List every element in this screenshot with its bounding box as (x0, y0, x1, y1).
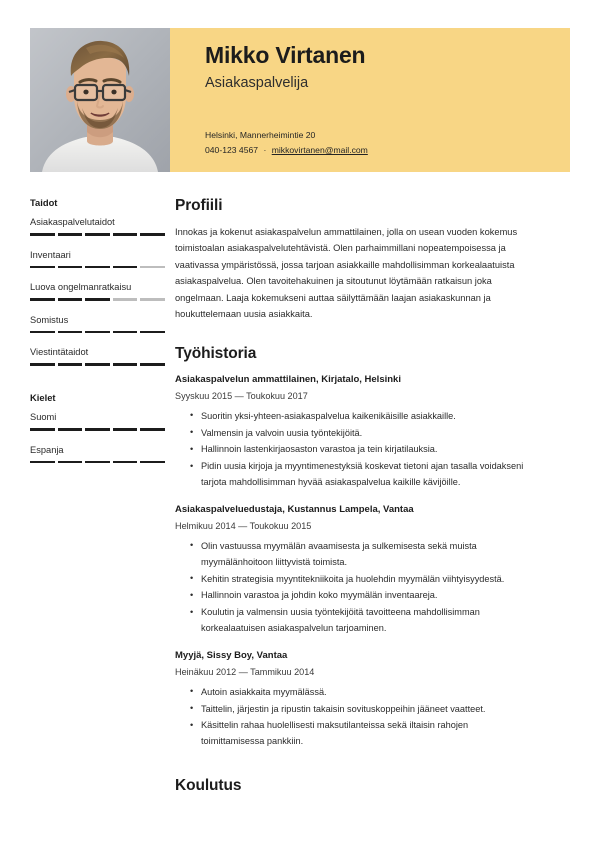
section-title-education: Koulutus (175, 777, 242, 795)
skill-item (30, 250, 175, 269)
rating-segment (30, 298, 55, 301)
rating-segment (140, 266, 165, 269)
skill-item (30, 347, 175, 366)
list-item: • Kehitin strategisia myyntitekniikoita ja huolehdin myymälän viihtyisyydestä. (201, 572, 531, 588)
language-item (30, 445, 175, 464)
rating-segment (30, 363, 55, 366)
rating-segment (140, 428, 165, 431)
list-item: • Taittelin, järjestin ja ripustin takaisin sovituskoppeihin jääneet vaatteet. (201, 702, 531, 718)
profile-photo (30, 28, 170, 172)
skill-rating-bar (30, 331, 165, 334)
page-title: Mikko Virtanen (205, 42, 366, 68)
work-entry-heading: Asiakaspalveluedustaja, Kustannus Lampela, Vantaa (175, 503, 414, 515)
work-entry-duties (175, 685, 570, 750)
rating-segment (113, 461, 138, 464)
rating-segment (85, 233, 110, 236)
work-entry (175, 504, 570, 637)
skill-label: Somistus (30, 314, 69, 325)
header-identity (205, 42, 555, 91)
skill-item (30, 282, 175, 301)
rating-segment (58, 461, 83, 464)
skill-label: Asiakaspalvelutaidot (30, 217, 115, 227)
contact-address: Helsinki, Mannerheimintie 20 (205, 130, 316, 140)
section-title-work-history: Työhistoria (175, 344, 257, 362)
rating-segment (140, 233, 165, 236)
rating-segment (140, 298, 165, 301)
main-content (175, 197, 600, 795)
rating-segment (85, 331, 110, 334)
languages-heading: Kielet (30, 391, 56, 403)
rating-segment (58, 233, 83, 236)
rating-segment (113, 233, 138, 236)
skill-item (30, 217, 175, 236)
language-item (30, 412, 175, 431)
list-item: • Olin vastuussa myymälän avaamisesta ja sulkemisesta sekä muista myymälänhoitoon liittyvistä toimista. (201, 539, 531, 571)
rating-segment (113, 331, 138, 334)
rating-segment (113, 266, 138, 269)
skill-label: Luova ongelmanratkaisu (30, 282, 132, 293)
language-rating-bar (30, 461, 165, 464)
rating-segment (85, 461, 110, 464)
work-entry-duties (175, 409, 570, 491)
skill-rating-bar (30, 363, 165, 366)
skill-item (30, 315, 175, 334)
rating-segment (85, 363, 110, 366)
list-item: • Autoin asiakkaita myymälässä. (201, 685, 531, 701)
work-entry (175, 650, 570, 750)
list-item: • Hallinnoin varastoa ja johdin koko myymälän inventaareja. (201, 588, 531, 604)
contact-separator: · (263, 144, 267, 155)
skill-label: Inventaari (30, 249, 71, 260)
rating-segment (113, 363, 138, 366)
skill-label: Viestintätaidot (30, 347, 89, 358)
work-entry-dates: Heinäkuu 2012 — Tammikuu 2014 (175, 666, 315, 677)
language-rating-bar (30, 428, 165, 431)
list-item: • Valmensin ja valvoin uusia työntekijöitä. (201, 426, 531, 442)
rating-segment (140, 363, 165, 366)
rating-segment (140, 331, 165, 334)
work-entry (175, 374, 570, 491)
list-item: • Käsittelin rahaa huolellisesti maksutilanteissa sekä iltaisin rahojen toimittamisessa pankkiin. (201, 718, 531, 750)
rating-segment (85, 428, 110, 431)
contact-block (205, 128, 368, 158)
skill-rating-bar (30, 266, 165, 269)
rating-segment (58, 298, 83, 301)
work-entry-dates: Helmikuu 2014 — Toukokuu 2015 (175, 520, 312, 531)
rating-segment (113, 428, 138, 431)
contact-line-2 (205, 143, 368, 158)
rating-segment (30, 331, 55, 334)
list-item: • Koulutin ja valmensin uusia työntekijöitä tavoitteena mahdollisimman korkealaatuisen asiakaspalvelun tarjoaminen. (201, 605, 531, 637)
skills-heading: Taidot (30, 197, 58, 208)
rating-segment (58, 363, 83, 366)
work-entry-heading: Myyjä, Sissy Boy, Vantaa (175, 649, 288, 661)
work-entry-dates: Syyskuu 2015 — Toukokuu 2017 (175, 390, 308, 401)
contact-phone: 040-123 4567 (205, 144, 259, 155)
rating-segment (85, 298, 110, 301)
rating-segment (30, 461, 55, 464)
section-title-profile: Profiili (175, 197, 223, 214)
language-label: Espanja (30, 444, 64, 455)
job-title-subtitle: Asiakaspalvelija (205, 75, 309, 92)
rating-segment (58, 266, 83, 269)
rating-segment (30, 266, 55, 269)
sidebar (0, 197, 175, 477)
list-item: • Suoritin yksi-yhteen-asiakaspalvelua kaikenikäisille asiakkaille. (201, 409, 531, 425)
profile-paragraph: Innokas ja kokenut asiakaspalvelun ammattilainen, jolla on usean vuoden kokemus toimistoalan asiakaspalvelutehtävistä. Olen parhaimmillani nopeatempoisessa ja vaativassa ympäristössä, jossa tarjoan asiakkaille mahdollisimman korkealaatuista asiakaspalvelua. Olen tavoitehakuinen ja sitoutunut löytämään ratkaisun joka ongelmaan. Laaja kokemukseni auttaa säilyttämään laajan asiakaskunnan ja houkuttelemaan uusia asiakkaita. (175, 227, 518, 320)
rating-segment (58, 428, 83, 431)
skill-rating-bar (30, 298, 165, 301)
work-entry-heading: Asiakaspalvelun ammattilainen, Kirjatalo, Helsinki (175, 373, 401, 385)
rating-segment (58, 331, 83, 334)
contact-email[interactable]: mikkovirtanen@mail.com (271, 144, 368, 155)
rating-segment (140, 461, 165, 464)
work-entry-duties (175, 539, 570, 637)
rating-segment (85, 266, 110, 269)
rating-segment (30, 233, 55, 236)
language-label: Suomi (30, 411, 57, 422)
resume-header (0, 0, 600, 172)
rating-segment (113, 298, 138, 301)
list-item: • Pidin uusia kirjoja ja myyntimenestyksiä koskevat tietoni ajan tasalla voidakseni tarjota mahdollisimman hyvää asiakaspalvelua kaikille kävijöille. (201, 459, 531, 491)
list-item: • Hallinnoin lastenkirjaosaston varastoa ja tein kirjatilauksia. (201, 442, 531, 458)
skill-rating-bar (30, 233, 165, 236)
rating-segment (30, 428, 55, 431)
